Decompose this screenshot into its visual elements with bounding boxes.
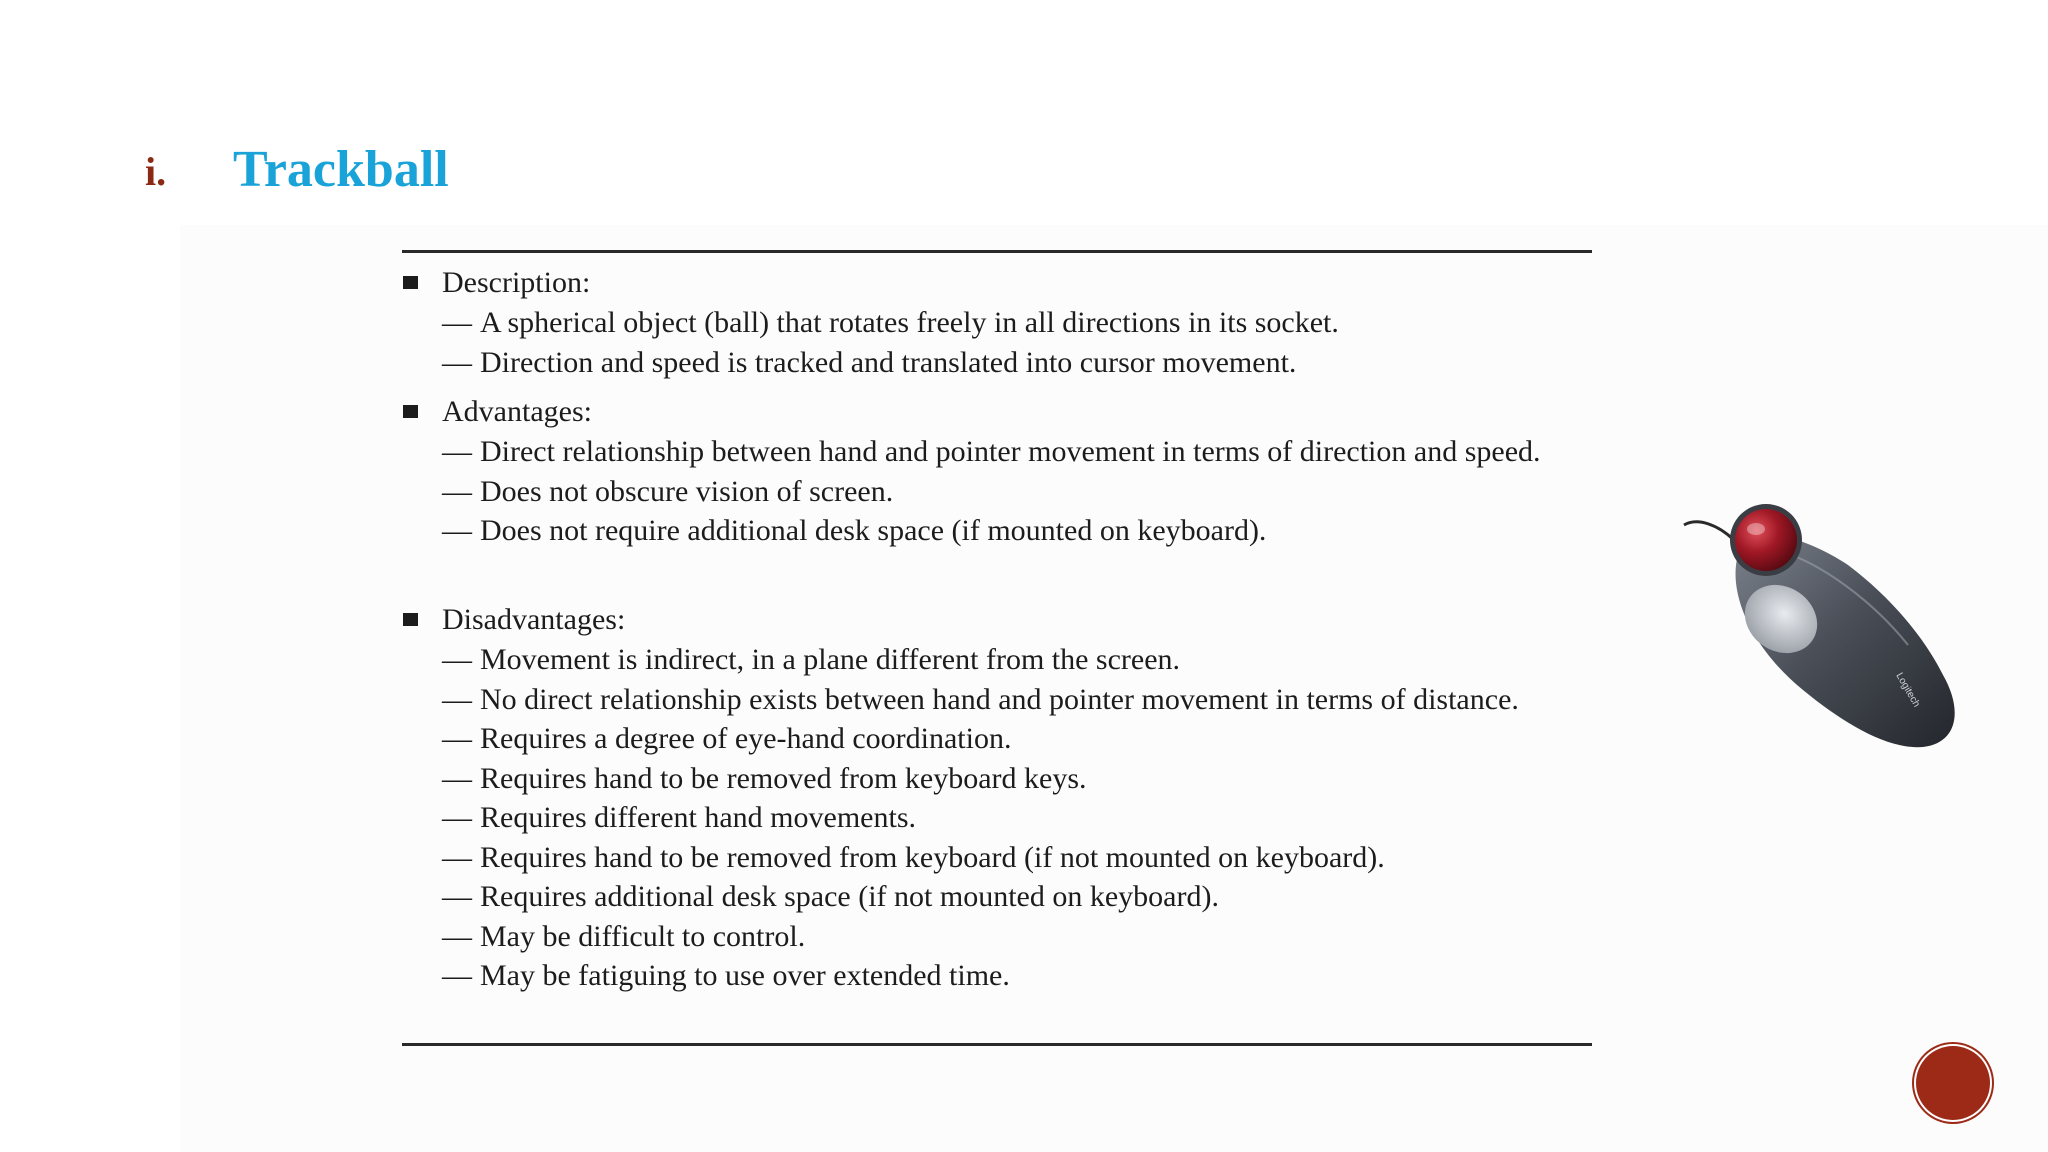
section-heading (402, 263, 1592, 303)
list-item-text: Requires hand to be removed from keyboard (if not mounted on keyboard). (480, 840, 1385, 874)
list-item-text: May be fatiguing to use over extended time. (480, 959, 1010, 992)
dash-marker: — (442, 761, 472, 795)
section-heading-text: Disadvantages: (442, 603, 626, 636)
slide-nav-button[interactable] (1916, 1046, 1990, 1120)
list-item (402, 640, 1592, 680)
list-item-text: Does not obscure vision of screen. (480, 474, 894, 508)
dash-marker: — (442, 722, 472, 755)
list-item (402, 472, 1592, 512)
dash-marker: — (442, 919, 472, 953)
list-item (402, 680, 1592, 720)
list-item (402, 303, 1592, 343)
list-item-text: No direct relationship exists between hand and pointer movement in terms of distance. (480, 682, 1519, 716)
dash-marker: — (442, 514, 472, 547)
square-bullet-icon (403, 405, 418, 418)
list-item (402, 719, 1592, 759)
list-item (402, 917, 1592, 957)
list-item-text: Movement is indirect, in a plane different from the screen. (480, 643, 1181, 676)
dash-marker: — (442, 643, 472, 676)
trackball-mouse-icon (1678, 495, 1968, 755)
section-heading (402, 600, 1592, 640)
page-title: Trackball (233, 141, 449, 198)
section-description (402, 263, 1592, 382)
square-bullet-icon (403, 276, 418, 289)
dash-marker: — (442, 840, 472, 874)
dash-marker: — (442, 880, 472, 913)
dash-marker: — (442, 801, 472, 834)
dash-marker: — (442, 682, 472, 716)
list-item-text: A spherical object (ball) that rotates freely in all directions in its socket. (480, 306, 1339, 339)
list-item-text: Direction and speed is tracked and translated into cursor movement. (480, 345, 1297, 379)
list-item (402, 759, 1592, 799)
dash-marker: — (442, 345, 472, 379)
dash-marker: — (442, 435, 472, 468)
list-item-text: Requires hand to be removed from keyboard keys. (480, 761, 1087, 795)
list-item-text: Requires different hand movements. (480, 801, 916, 834)
square-bullet-icon (403, 613, 418, 626)
list-item (402, 838, 1592, 878)
list-item-text: May be difficult to control. (480, 919, 806, 953)
dash-marker: — (442, 474, 472, 508)
list-item-text: Does not require additional desk space (if mounted on keyboard). (480, 514, 1267, 547)
heading-number: i. (145, 149, 167, 194)
list-item (402, 798, 1592, 838)
list-item (402, 956, 1592, 996)
section-disadvantages (402, 600, 1592, 996)
list-item-text: Requires additional desk space (if not mounted on keyboard). (480, 880, 1219, 913)
dash-marker: — (442, 306, 472, 339)
section-advantages (402, 392, 1592, 551)
dash-marker: — (442, 959, 472, 992)
list-item-text: Requires a degree of eye-hand coordination. (480, 722, 1012, 755)
section-heading-text: Advantages: (442, 395, 592, 428)
list-item (402, 432, 1592, 472)
logitech-logo-text: Logitech (1893, 671, 1922, 710)
list-item-text: Direct relationship between hand and pointer movement in terms of direction and speed. (480, 435, 1541, 468)
section-heading-text: Description: (442, 266, 591, 299)
list-item (402, 511, 1592, 551)
trackball-mouse-image (1678, 495, 1968, 755)
list-item (402, 343, 1592, 383)
section-heading (402, 392, 1592, 432)
content-box (402, 250, 1592, 1046)
list-item (402, 877, 1592, 917)
